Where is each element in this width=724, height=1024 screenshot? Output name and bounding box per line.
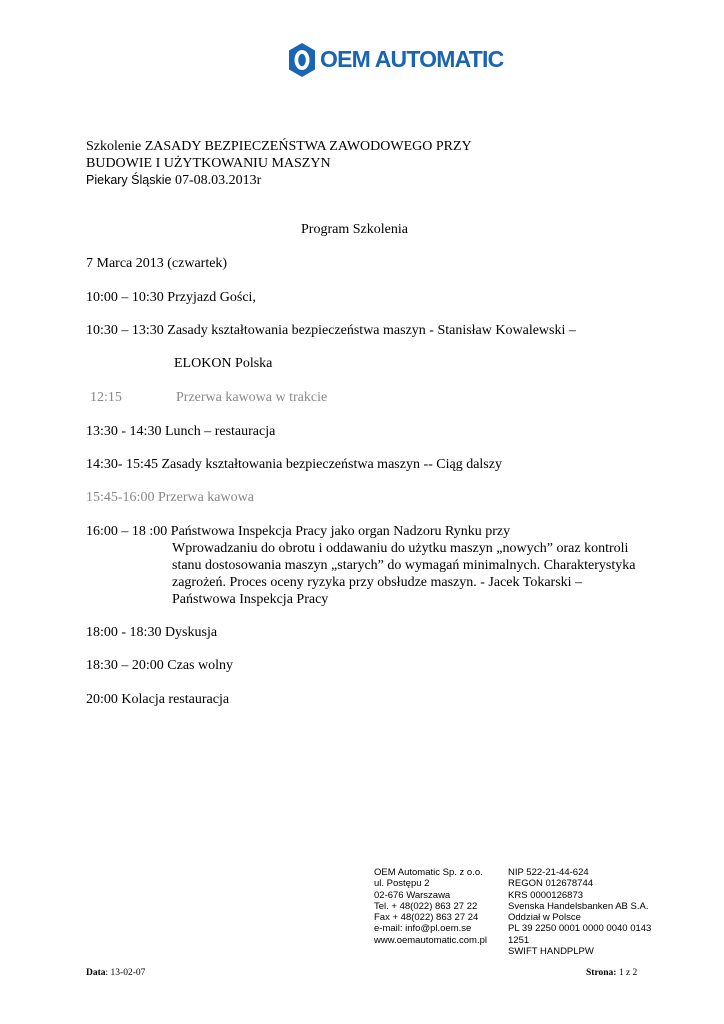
schedule-item-continuation: Wprowadzaniu do obrotu i oddawaniu do użytku maszyn „nowych” oraz kontroli [172, 541, 629, 556]
schedule-item: 14:30- 15:45 Zasady kształtowania bezpieczeństwa maszyn -- Ciąg dalszy [86, 457, 502, 472]
footer-bank: Svenska Handelsbanken AB S.A. [508, 900, 649, 912]
schedule-item: 20:00 Kolacja restauracja [86, 692, 230, 707]
footer-city: 02-676 Warszawa [374, 889, 451, 901]
company-logo [287, 42, 504, 82]
footer-regon: REGON 012678744 [508, 878, 594, 890]
footer-company-name: OEM Automatic Sp. z o.o. [374, 867, 483, 878]
footer-phone: Tel. + 48(022) 863 27 22 [374, 900, 478, 912]
training-title-line-1: Szkolenie ZASADY BEZPIECZEŃSTWA ZAWODOWEGO PRZY [86, 139, 472, 154]
schedule-item-continuation: ELOKON Polska [174, 356, 273, 371]
schedule-item: 18:00 - 18:30 Dyskusja [86, 625, 218, 640]
schedule-item: 16:00 – 18 :00 Państwowa Inspekcja Pracy jako organ Nadzoru Rynku przy [86, 524, 511, 539]
schedule-item-time: 12:15 [90, 390, 122, 405]
footer-date-label: Data [86, 968, 106, 978]
footer-registration-info [508, 867, 651, 957]
training-title-line-2: BUDOWIE I UŻYTKOWANIU MASZYN [86, 156, 331, 171]
footer-page-value: 1 z 2 [616, 968, 638, 978]
footer-company-info [374, 867, 487, 946]
program-title: Program Szkolenia [301, 222, 408, 237]
schedule-item-desc: Przerwa kawowa w trakcie [176, 390, 328, 405]
footer-page [586, 968, 637, 978]
training-location-dates [86, 172, 261, 189]
schedule-item-continuation: Państwowa Inspekcja Pracy [172, 592, 329, 607]
footer-krs: KRS 0000126873 [508, 889, 584, 901]
day-heading: 7 Marca 2013 (czwartek) [86, 256, 228, 271]
schedule-item: 13:30 - 14:30 Lunch – restauracja [86, 424, 276, 439]
footer-website: www.oemautomatic.com.pl [374, 934, 487, 946]
schedule-item: 15:45-16:00 Przerwa kawowa [86, 490, 254, 505]
footer-date-value: : 13-02-07 [105, 968, 146, 978]
footer-bank-branch: Oddział w Polsce [508, 912, 581, 924]
footer-page-label: Strona: [586, 968, 617, 978]
footer-swift: SWIFT HANDPLPW [508, 946, 594, 958]
logo-text: OEM AUTOMATIC [320, 46, 504, 72]
training-location: Piekary Śląskie [86, 173, 172, 187]
footer-account-number-cont: 1251 [508, 934, 530, 946]
training-dates: 07-08.03.2013r [174, 173, 262, 188]
footer-nip: NIP 522-21-44-624 [508, 867, 589, 878]
logo-hexagon-icon [287, 42, 317, 78]
footer-date [86, 968, 145, 978]
footer-account-number: PL 39 2250 0001 0000 0040 0143 [508, 923, 652, 935]
schedule-item: 10:30 – 13:30 Zasady kształtowania bezpieczeństwa maszyn - Stanisław Kowalewski – [86, 323, 576, 338]
schedule-item: 10:00 – 10:30 Przyjazd Gości, [86, 290, 256, 305]
schedule-item-continuation: stanu dostosowania maszyn „starych” do wymagań minimalnych. Charakterystyka [172, 558, 636, 573]
schedule-item: 18:30 – 20:00 Czas wolny [86, 658, 233, 673]
footer-email: e-mail: info@pl.oem.se [374, 923, 472, 935]
schedule-item-continuation: zagrożeń. Proces oceny ryzyka przy obsłudze maszyn. - Jacek Tokarski – [172, 575, 583, 590]
footer-street: ul. Postępu 2 [374, 878, 430, 890]
footer-fax: Fax + 48(022) 863 27 24 [374, 912, 479, 924]
